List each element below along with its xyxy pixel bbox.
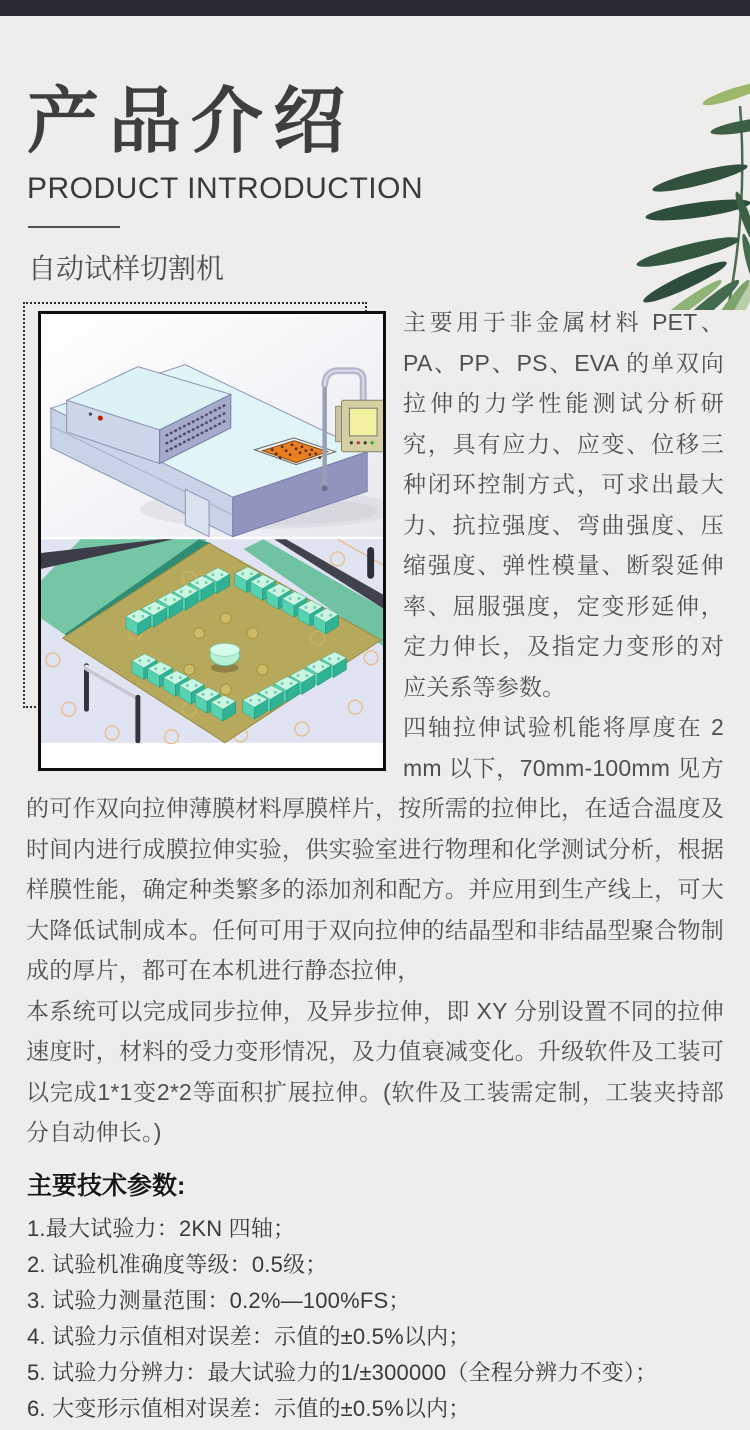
specs-list bbox=[27, 1211, 723, 1427]
palm-leaf-icon bbox=[628, 68, 750, 310]
specs-section bbox=[26, 1171, 724, 1427]
fixture-3d-render bbox=[41, 538, 383, 744]
spec-item: 6. 大变形示值相对误差：示值的±0.5%以内； bbox=[27, 1395, 471, 1421]
product-media bbox=[26, 302, 389, 772]
machine-3d-render bbox=[41, 314, 383, 538]
product-image-box bbox=[38, 311, 386, 771]
top-dark-bar bbox=[0, 0, 750, 16]
intro-paragraph-2: 四轴拉伸试验机能将厚度在 2 mm 以下，70mm-100mm 见方的可作双向拉伸薄膜材料厚膜样片，按所需的拉伸比，在适合温度及时间内进行成膜拉伸实验，供实验室进行物理和化学测试分析，根据样膜性能，确定种类繁多的添加剂和配方。并应用到生产线上，可大大降低试制成本。任何可用于双向拉伸的结晶型和非结晶型聚合物制成的厚片，都可在本机进行静态拉伸， bbox=[26, 714, 724, 983]
product-name-heading: 自动试样切割机 bbox=[28, 253, 225, 284]
page-subtitle: PRODUCT INTRODUCTION bbox=[27, 172, 424, 205]
title-divider bbox=[28, 226, 120, 228]
spec-item: 5. 试验力分辨力：最大试验力的1/±300000（全程分辨力不变）； bbox=[27, 1359, 658, 1385]
spec-item: 1.最大试验力：2KN 四轴； bbox=[27, 1215, 296, 1241]
page-title: 产品介绍 bbox=[27, 82, 356, 162]
intro-paragraph-1: 主要用于非金属材料 PET、PA、PP、PS、EVA 的单双向拉伸的力学性能测试分析研究，具有应力、应变、位移三种闭环控制方式，可求出最大力、抗拉强度、弯曲强度、压缩强度、弹性模量、断裂延伸率、屈服强度，定变形延伸，定力伸长，及指定力变形的对应关系等参数。 bbox=[403, 309, 724, 700]
palm-leaf-decoration bbox=[628, 68, 750, 310]
intro-paragraph-3: 本系统可以完成同步拉伸，及异步拉伸，即 XY 分别设置不同的拉伸速度时，材料的受力变形情况，及力值衰减变化。升级软件及工装可以完成1*1变2*2等面积扩展拉伸。(软件及工装需定制，工装夹持部分自动伸长。) bbox=[26, 997, 724, 1145]
specs-title: 主要技术参数: bbox=[27, 1171, 186, 1200]
intro-section bbox=[0, 302, 750, 1427]
spec-item: 2. 试验机准确度等级：0.5级； bbox=[27, 1251, 328, 1277]
spec-item: 4. 试验力示值相对误差：示值的±0.5%以内； bbox=[27, 1323, 471, 1349]
spec-item: 3. 试验力测量范围：0.2%—100%FS； bbox=[27, 1287, 411, 1313]
